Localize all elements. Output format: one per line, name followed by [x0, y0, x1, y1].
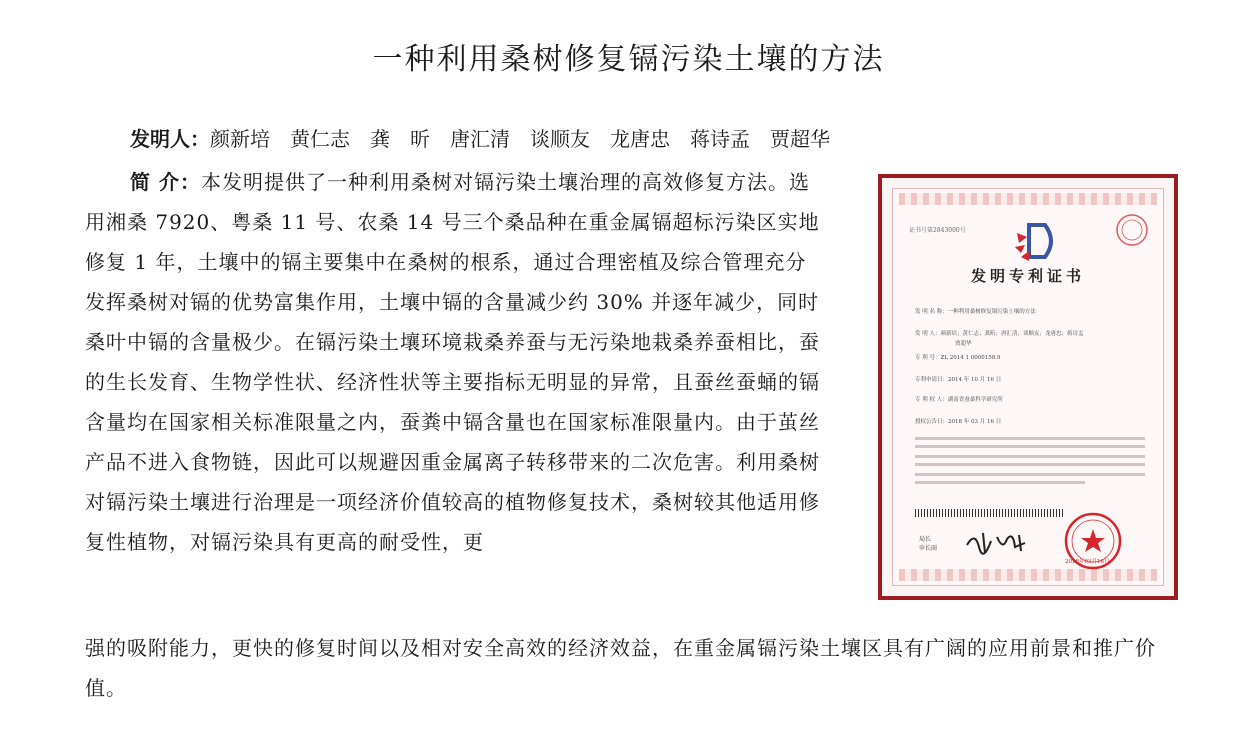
certificate-field: 发 明 人：颜新培；黄仁志；龚昕；唐汇清；谈顺友；龙唐忠；蒋诗孟 [915, 331, 1084, 337]
certificate-text-line [915, 473, 1145, 476]
certificate-paper [892, 188, 1164, 586]
certificate-text-line [915, 445, 1145, 448]
inventor-name: 龙唐忠 [610, 127, 670, 151]
patent-office-emblem-icon [1011, 219, 1061, 263]
signer-label: 局长 申长雨 [919, 536, 938, 552]
patent-certificate-image [878, 174, 1178, 600]
certificate-field: 专 利 号：ZL 2014 1 0000158.9 [915, 355, 1001, 361]
certificate-field: 专 利 权 人：湖南省蚕桑科学研究所 [915, 397, 1003, 403]
document-title: 一种利用桑树修复镉污染土壤的方法 [372, 42, 885, 77]
inventor-label: 发明人： [130, 127, 210, 151]
inventor-line [130, 123, 850, 152]
summary-paragraph-tail: 强的吸附能力，更快的修复时间以及相对安全高效的经济效益，在重金属镉污染土壤区具有广阔的应用前景和推广价值。 [85, 636, 1156, 700]
top-stamp-icon [1115, 213, 1149, 247]
decorative-border-top [899, 193, 1157, 205]
certificate-text-line [915, 481, 1085, 484]
inventor-name: 谈顺友 [530, 127, 590, 151]
summary-label: 简 介： [130, 170, 201, 194]
certificate-field: 贾超华 [955, 341, 972, 347]
certificate-field: 授权公告日：2018 年 03 月 16 日 [915, 419, 1002, 425]
inventor-name: 颜新培 [210, 127, 270, 151]
seal-date: 2018年03月16日 [1065, 559, 1110, 565]
summary-paragraph [85, 162, 825, 562]
inventor-name: 黄仁志 [290, 127, 350, 151]
signature-icon [963, 527, 1033, 557]
certificate-heading: 发明专利证书 [970, 267, 1085, 285]
certificate-text-line [915, 455, 1145, 458]
inventor-name: 蒋诗孟 [690, 127, 750, 151]
certificate-field: 发 明 名 称：一种利用桑树修复镉污染土壤的方法 [915, 309, 1036, 315]
inventor-name: 唐汇清 [450, 127, 510, 151]
certificate-field: 专利申请日：2014 年 10 月 16 日 [915, 377, 1002, 383]
certificate-text-line [915, 463, 1145, 466]
barcode [915, 509, 1065, 517]
summary-body: 本发明提供了一种利用桑树对镉污染土壤治理的高效修复方法。选用湘桑 7920、粤桑 11 号、农桑 14 号三个桑品种在重金属镉超标污染区实地修复 1 年，土壤中的镉主要集中在桑树的根系，通过合理密植及综合管理充分发挥桑树对镉的优势富集作用，土壤中镉的含量减少约 30% 并逐年减少，同时桑叶中镉的含量极少。在镉污染土壤环境栽桑养蚕与无污染地栽桑养蚕相比，蚕的生长发育、生物学性状、经济性状等主要指标无明显的异常，且蚕丝蚕蛹的镉含量均在国家相关标准限量之内，蚕粪中镉含量也在国家标准限量内。由于茧丝产品不进入食物链，因此可以规避因重金属离子转移带来的二次危害。利用桑树对镉污染土壤进行治理是一项经济价值较高的植物修复技术，桑树较其他适用修复性植物，对镉污染具有更高的耐受性，更 [85, 170, 820, 554]
inventor-name: 龚 昕 [370, 127, 430, 151]
certificate-text-line [915, 437, 1145, 440]
certificate-number: 证书号第2843000号 [909, 227, 966, 234]
inventor-name: 贾超华 [770, 127, 830, 151]
